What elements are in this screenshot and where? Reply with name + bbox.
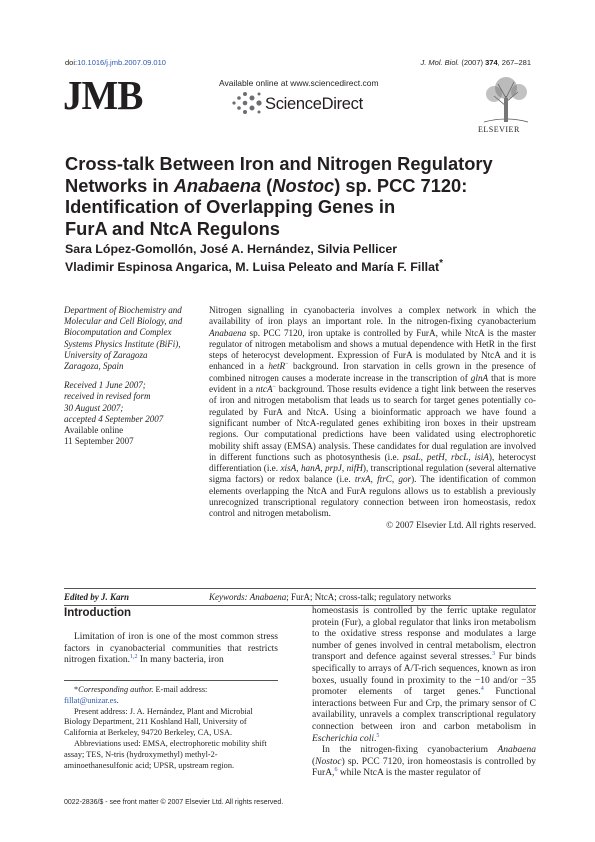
footnote-text: E-mail address: [153, 685, 208, 694]
title-text-italic: Nostoc [272, 174, 335, 196]
reference-link[interactable]: 6 [334, 767, 338, 774]
abstract-italic: ntcA [255, 384, 273, 395]
received-date: Received 1 June 2007; [64, 380, 146, 391]
title-line: FurA and NtcA Regulons [65, 217, 280, 239]
page-footer: 0022-2836/$ - see front matter © 2007 Elsevier Ltd. All rights reserved. [64, 799, 284, 806]
abstract-text: background. Iron starvation in cells grown in the presence of combined nitrogen causes a moderate increase in the transcription of [209, 361, 536, 383]
journal-reference [420, 58, 531, 67]
abstract-copyright: © 2007 Elsevier Ltd. All rights reserved. [386, 519, 536, 530]
available-online-text: Available online at www.sciencedirect.com [219, 78, 379, 88]
footnote-text: Corresponding author. [78, 685, 154, 694]
title-line: Cross-talk Between Iron and Nitrogen Regulatory [65, 153, 493, 174]
title-text: ) sp. PCC 7120: [334, 174, 468, 196]
intro-paragraph [312, 606, 536, 745]
authors-text: Vladimir Espinosa Angarica, M. Luisa Peleato and María F. Fillat [65, 259, 440, 274]
section-heading-introduction: Introduction [64, 607, 132, 619]
abstract-text: ). The identification of common elements overlapping the NtcA and FurA regulons allows us to establish a previously unrecognized transcriptional regulatory connection between iron homeostasis, redox control and nitrogen metabolism. [209, 474, 536, 519]
elsevier-wordmark: ELSEVIER [478, 125, 520, 134]
title-text: ( [261, 174, 273, 196]
edited-by: Edited by J. Karn [64, 592, 130, 602]
reference-link[interactable]: 4 [480, 686, 484, 692]
abstract-italic: psaL, petH, rbcL, isiA [402, 451, 489, 462]
abstract-italic: Anabaena [209, 327, 247, 338]
body-italic: Nostoc [315, 756, 342, 767]
abstract [209, 305, 536, 531]
journal-year: (2007) [459, 58, 486, 67]
abstract-italic: glnA [470, 372, 489, 383]
body-text: Functional interactions between Fur and Crp, the primary sensor of C availability, unravels a complex transcriptional regulatory connection between iron and carbon metabolism in [312, 687, 537, 732]
intro-right-column [312, 606, 536, 780]
abstract-sup: − [272, 384, 276, 391]
body-text: ) sp. PCC 7120, iron homeostasis is controlled by FurA, [312, 756, 536, 779]
keywords-list: ; FurA; NtcA; cross-talk; regulatory networks [286, 592, 451, 602]
revised-label: received in revised form [64, 391, 151, 402]
corresponding-star: * [439, 257, 444, 269]
reference-link[interactable]: 5 [376, 732, 380, 739]
accepted-date: accepted 4 September 2007 [64, 413, 164, 424]
abstract-italic: hetR [268, 361, 286, 372]
jmb-logo: JMB [63, 72, 143, 118]
body-text: . [374, 733, 377, 744]
journal-volume: 374 [485, 58, 498, 67]
intro-paragraph [312, 745, 536, 780]
footnote-abbreviations: Abbreviations used: EMSA, electrophoretic mobility shift assay; TES, N-tris (hydroxymethyl) methyl-2-aminoethanesulfonic acid; UPSR, upstream region. [64, 738, 267, 770]
abstract-text: ), transcriptional regulation (several alternative sigma factors) or redox balance (i.e. [209, 463, 537, 485]
body-text: Fur binds specifically to arrays of A/T-rich sequences, known as iron boxes, usually found in proximity to the −10 and/or −35 promoter elements of target genes. [312, 652, 536, 698]
abstract-text: Nitrogen signalling in cyanobacteria involves a complex network in which the availability of iron plays an important role. In the nitrogen-fixing cyanobacterium [209, 305, 536, 327]
available-date: 11 September 2007 [64, 436, 134, 447]
authors-line: Sara López-Gomollón, José A. Hernández, Silvia Pellicer [65, 242, 398, 256]
authors [65, 241, 535, 276]
abstract-sup: − [285, 361, 289, 368]
keywords [209, 592, 536, 602]
body-text: In many bacteria, iron [137, 655, 224, 666]
abstract-text: background. Those results evidence a tight link between the reserves of iron and nitrogen metabolism that leads us to search for target genes potentially co-regulated by FurA and NtcA. Using a bioinformatic approach we have found a significant number of NtcA-regulated genes exhibiting iron boxes in their upstream regions. Our computational predictions have been validated using electrophoretic mobility shift assay (EMSA) analysis. These candidates for dual regulation are involved in different functions such as photosynthesis (i.e. [209, 384, 536, 462]
abstract-italic: trxA, ftrC, gor [354, 474, 412, 485]
affiliation-city: Zaragoza, Spain [64, 361, 124, 372]
revised-date: 30 August 2007; [64, 402, 124, 413]
journal-pages: , 267–281 [497, 58, 531, 67]
available-label: Available online [64, 425, 124, 436]
footnote-divider [64, 680, 278, 681]
footnote-star: * [74, 685, 79, 694]
abstract-text: that is more evident in a [209, 372, 536, 395]
keywords-label: Keywords: [209, 592, 248, 602]
footnotes [64, 685, 278, 771]
doi-link[interactable]: 10.1016/j.jmb.2007.09.010 [77, 58, 166, 67]
keyword-italic: Anabaena [247, 592, 287, 602]
authors-line [65, 259, 535, 277]
footnote-corresponding [64, 685, 278, 707]
intro-left-column [64, 632, 278, 667]
sciencedirect-wordmark: ScienceDirect [265, 95, 363, 113]
body-italic: Escherichia coli [312, 733, 374, 744]
body-italic: Anabaena [497, 745, 536, 756]
journal-abbrev: J. Mol. Biol. [420, 58, 460, 67]
divider [64, 588, 536, 589]
body-text: while NtcA is the master regulator of [337, 768, 481, 779]
body-text: Limitation of iron is one of the most common stress factors in cyanobacterial communities that restricts nitrogen fixation. [64, 632, 278, 666]
title-text-italic: Anabaena [173, 174, 262, 196]
body-text: ( [312, 756, 316, 767]
body-text: In the nitrogen-fixing cyanobacterium [322, 745, 498, 756]
title-line: Identification of Overlapping Genes in [65, 196, 396, 217]
footnote-text: . [116, 695, 119, 705]
reference-link[interactable]: 3 [492, 651, 496, 658]
email-link[interactable]: fillat@unizar.es [64, 695, 117, 705]
abstract-italic: xisA, hanA, prpJ, nifH [280, 463, 363, 474]
affiliation-block [64, 305, 202, 447]
footnote-present-address: Present address: J. A. Hernández, Plant and Microbial Biology Department, 211 Koshland Hall, University of California at Berkeley, 94720 Berkeley, CA, USA. [64, 706, 253, 738]
doi-line [65, 58, 166, 67]
affiliation-department: Department of Biochemistry and Molecular and Cell Biology, and Biocomputation and Complex Systems Physics Institute (BiFi), University of Zaragoza [64, 305, 183, 360]
doi-prefix: doi: [65, 58, 78, 67]
intro-paragraph [64, 632, 278, 667]
abstract-text: sp. PCC 7120, iron uptake is controlled by FurA, while NtcA is the master regulator of nitrogen metabolism and shows a mutual dependence with HetR in the first steps of heterocyst development. Expression of FurA is modulated by NtcA and it is enhanced in a [209, 327, 536, 372]
article-title [65, 153, 535, 239]
title-line [65, 175, 535, 197]
body-text: homeostasis is controlled by the ferric uptake regulator protein (Fur), a global regulator that links iron metabolism to the oxidative stress response and modulates a large number of genes involved in central metabolism, electron transport and defence against several stresses. [312, 606, 536, 663]
abstract-text: ), heterocyst differentiation (i.e. [209, 451, 536, 474]
elsevier-tree-icon [476, 72, 536, 124]
reference-link[interactable]: 1,2 [129, 654, 138, 661]
title-text: Networks in [65, 174, 174, 196]
